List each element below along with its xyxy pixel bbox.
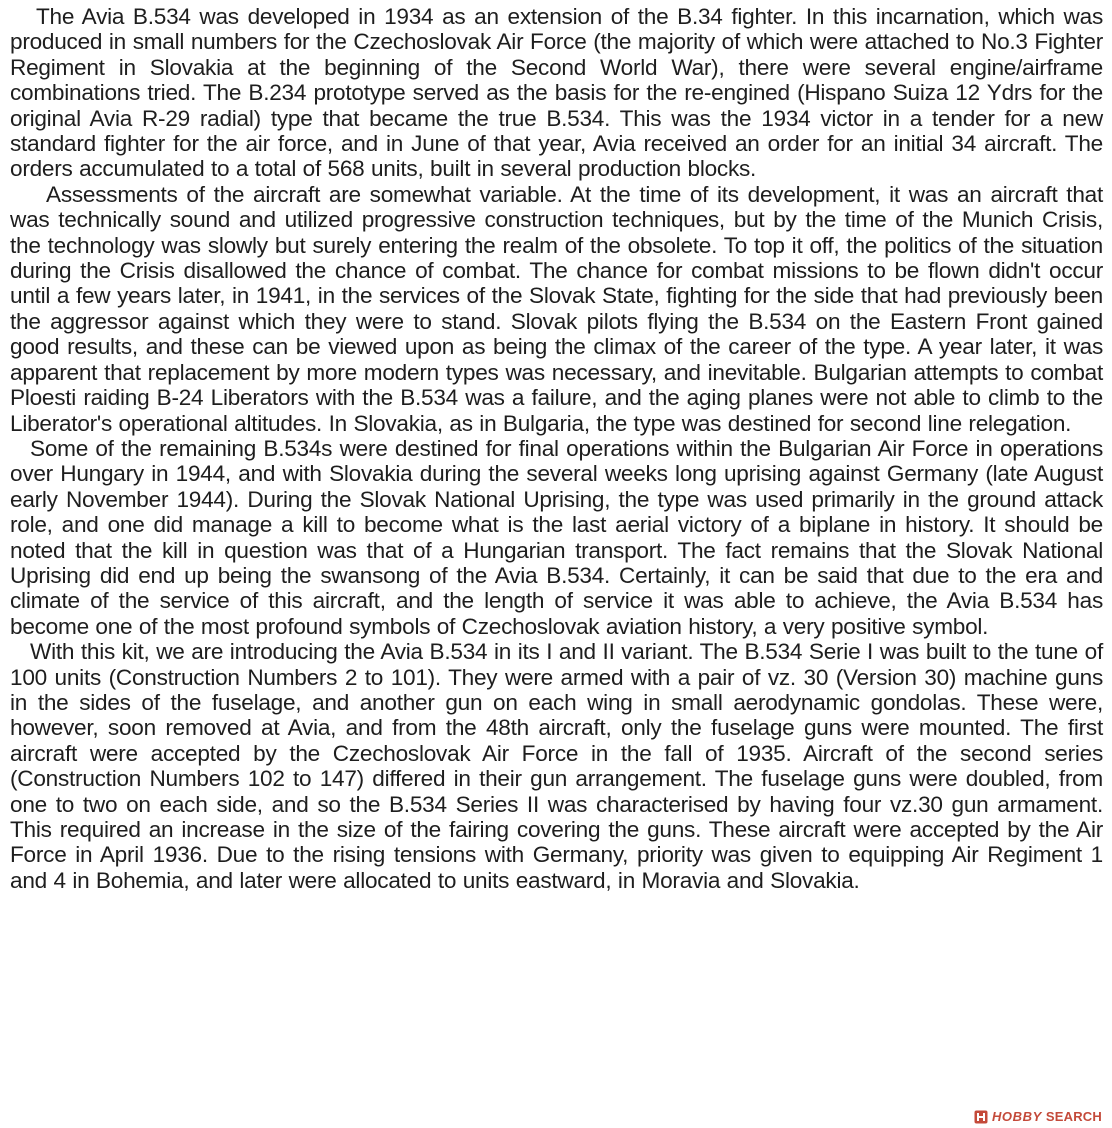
paragraph-development: The Avia B.534 was developed in 1934 as an extension of the B.34 fighter. In this incarnation, which was produced in small numbers for the Czechoslovak Air Force (the majority of which were attached to No.3 Fighter Regiment in Slovakia at the beginning of the Second World War), there were several engine/airframe combinations tried. The B.234 prototype served as the basis for the re-engined (Hispano Suiza 12 Ydrs for the original Avia R-29 radial) type that became the true B.534. This was the 1934 victor in a tender for a new standard fighter for the air force, and in June of that year, Avia received an order for an initial 34 aircraft. The orders accumulated to a total of 568 units, built in several production blocks. (10, 4, 1103, 182)
hobby-search-logo-icon (974, 1110, 988, 1124)
hobby-search-watermark (974, 1109, 1102, 1124)
document-body (10, 4, 1103, 893)
paragraph-assessment: Assessments of the aircraft are somewhat variable. At the time of its development, it was an aircraft that was technically sound and utilized progressive construction techniques, but by the time of the Munich Crisis, the technology was slowly but surely entering the realm of the obsolete. To top it off, the politics of the situation during the Crisis disallowed the chance of combat. The chance for combat missions to be flown didn't occur until a few years later, in 1941, in the services of the Slovak State, fighting for the side that had previously been the aggressor against which they were to stand. Slovak pilots flying the B.534 on the Eastern Front gained good results, and these can be viewed upon as being the climax of the career of the type. A year later, it was apparent that replacement by more modern types was necessary, and inevitable. Bulgarian attempts to combat Ploesti raiding B-24 Liberators with the B.534 was a failure, and the aging planes were not able to climb to the Liberator's operational altitudes. In Slovakia, as in Bulgaria, the type was destined for second line relegation. (10, 181, 1103, 436)
watermark-suffix: SEARCH (1045, 1109, 1102, 1124)
paragraph-kit-variants: With this kit, we are introducing the Avia B.534 in its I and II variant. The B.534 Serie I was built to the tune of 100 units (Construction Numbers 2 to 101). They were armed with a pair of vz. 30 (Version 30) machine guns in the sides of the fuselage, and another gun on each wing in small aerodynamic gondolas. These were, however, soon removed at Avia, and from the 48th aircraft, only the fuselage guns were mounted. The first aircraft were accepted by the Czechoslovak Air Force in the fall of 1935. Aircraft of the second series (Construction Numbers 102 to 147) differed in their gun arrangement. The fuselage guns were doubled, from one to two on each side, and so the B.534 Series II was characterised by having four vz.30 gun armament. This required an increase in the size of the fairing covering the guns. These aircraft were accepted by the Air Force in April 1936. Due to the rising tensions with Germany, priority was given to equipping Air Regiment 1 and 4 in Bohemia, and later were allocated to units eastward, in Moravia and Slovakia. (10, 639, 1103, 893)
watermark-brand: HOBBY (991, 1109, 1042, 1124)
paragraph-final-operations: Some of the remaining B.534s were destined for final operations within the Bulgarian Air Force in operations over Hungary in 1944, and with Slovakia during the several weeks long uprising against Germany (late August early November 1944). During the Slovak National Uprising, the type was used primarily in the ground attack role, and one did manage a kill to become what is the last aerial victory of a biplane in history. It should be noted that the kill in question was that of a Hungarian transport. The fact remains that the Slovak National Uprising did end up being the swansong of the Avia B.534. Certainly, it can be said that due to the era and climate of the service of this aircraft, and the length of service it was able to achieve, the Avia B.534 has become one of the most profound symbols of Czechoslovak aviation history, a very positive symbol. (10, 435, 1103, 639)
